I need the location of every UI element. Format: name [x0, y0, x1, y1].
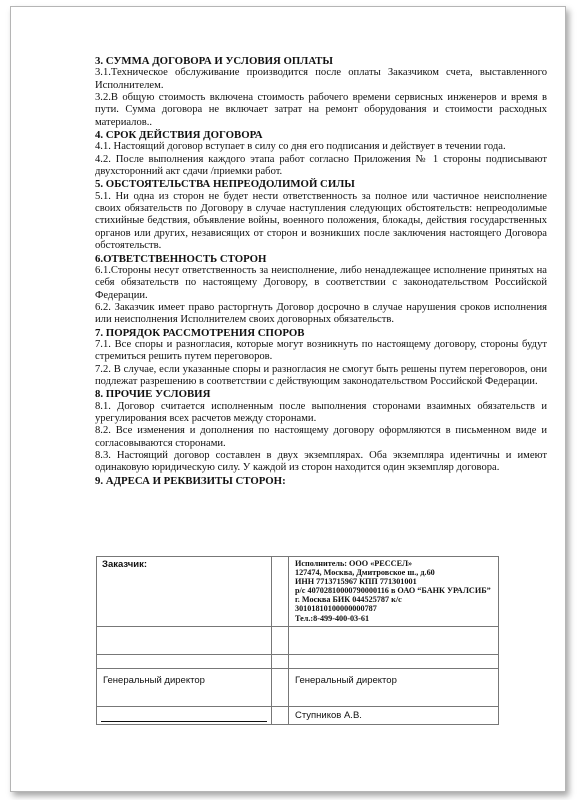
- signature-line: [101, 715, 267, 722]
- signer-name: Ступников А.В.: [294, 710, 362, 721]
- paragraph: 6.1.Стороны несут ответственность за неисполнение, либо ненадлежащее исполнение принятых на себя обязательств по настоящему Договору, в соответствии с законодательством Российской Федерации.: [95, 264, 547, 301]
- section-heading: 3. СУММА ДОГОВОРА И УСЛОВИЯ ОПЛАТЫ: [95, 55, 333, 67]
- section-heading: 5. ОБСТОЯТЕЛЬСТВА НЕПРЕОДОЛИМОЙ СИЛЫ: [95, 178, 355, 191]
- section-heading: 9. АДРЕСА И РЕКВИЗИТЫ СТОРОН:: [95, 474, 286, 487]
- paragraph: 3.2.В общую стоимость включена стоимость рабочего времени сервисных инженеров и время в пути. Сумма договора не включает затрат на ремонт оборудования и стоимости расходных материалов..: [95, 92, 547, 128]
- empty-cell: [97, 655, 272, 669]
- executor-cell: [288, 557, 498, 627]
- paragraph: 7.2. В случае, если указанные споры и разногласия не смогут быть решены путем переговоров, они подлежат разрешению в соответствии с действующим законодательством Российской Федерации.: [95, 363, 547, 387]
- section-heading: 6.ОТВЕТСТВЕННОСТЬ СТОРОН: [95, 252, 267, 265]
- spacer-cell: [272, 627, 289, 655]
- section-heading: 8. ПРОЧИЕ УСЛОВИЯ: [95, 388, 211, 401]
- paragraph: 7.1. Все споры и разногласия, которые могут возникнуть по настоящему договору, стороны будут стремиться решить путем переговоров.: [95, 338, 547, 363]
- executor-line: ИНН 7713715967 КПП 771301001: [294, 577, 417, 587]
- director-left: Генеральный директор: [103, 675, 205, 686]
- customer-cell: [97, 557, 272, 627]
- signature-line-cell: [97, 707, 272, 725]
- signer-cell: [288, 707, 498, 725]
- paragraph: 4.1. Настоящий договор вступает в силу со дня его подписания и действует в течении года.: [95, 141, 506, 153]
- executor-line: 127474, Москва, Дмитровское ш., д.60: [294, 568, 435, 578]
- document-body: [95, 55, 547, 487]
- paragraph: 8.3. Настоящий договор составлен в двух экземплярах. Оба экземпляра идентичны и имеют одинаковую юридическую силу. У каждой из сторон находится один экземпляр договора.: [95, 450, 547, 474]
- executor-line: 30101810100000000787: [294, 604, 377, 614]
- section-heading: 4. СРОК ДЕЙСТВИЯ ДОГОВОРА: [95, 129, 263, 142]
- empty-cell: [288, 627, 498, 655]
- paragraph: 4.2. После выполнения каждого этапа работ согласно Приложения № 1 стороны подписывают двухсторонний акт сдачи /приемки работ.: [95, 153, 547, 178]
- executor-line: г. Москва БИК 044525787 к/с: [294, 595, 402, 605]
- executor-line: р/с 40702810000790000116 в ОАО “БАНК УРАЛСИБ”: [294, 586, 491, 596]
- empty-cell: [97, 627, 272, 655]
- paragraph: 8.1. Договор считается исполненным после выполнения сторонами взаимных обязательств и урегулирования всех расчетов между сторонами.: [95, 400, 547, 424]
- executor-line: Тел.:8-499-400-03-61: [294, 613, 370, 623]
- spacer-cell: [272, 557, 289, 627]
- paragraph: 6.2. Заказчик имеет право расторгнуть Договор досрочно в случае нарушения сроков исполнения или неисполнения Исполнителем своих договорных обязательств.: [95, 301, 547, 326]
- paragraph: 8.2. Все изменения и дополнения по настоящему договору оформляются в письменном виде и согласовываются сторонами.: [95, 425, 547, 449]
- paragraph: 3.1.Техническое обслуживание производится после оплаты Заказчиком счета, выставленного Исполнителем.: [95, 67, 547, 91]
- section-heading: 7. ПОРЯДОК РАССМОТРЕНИЯ СПОРОВ: [95, 326, 305, 339]
- signature-table: [96, 556, 499, 725]
- executor-details: [289, 557, 498, 625]
- director-right: Генеральный директор: [294, 675, 397, 686]
- spacer-cell: [272, 655, 289, 669]
- customer-label: Заказчик:: [102, 559, 148, 570]
- spacer-cell: [272, 707, 289, 725]
- paragraph: 5.1. Ни одна из сторон не будет нести ответственность за полное или частичное неисполнение своих обязательств по Договору в случае наступления следующих обстоятельств: непреодолимые стихийные бедствия, объявление войны, военного положения, блокады, действия государственных органов или других, независящих от сторон и возникших после заключения настоящего Договора обстоятельств.: [95, 190, 547, 252]
- executor-line: Исполнитель: ООО «РЕССЕЛ»: [294, 559, 413, 568]
- spacer-cell: [272, 669, 289, 707]
- empty-cell: [288, 655, 498, 669]
- director-left-cell: [97, 669, 272, 707]
- director-right-cell: [288, 669, 498, 707]
- document-page: [10, 6, 566, 792]
